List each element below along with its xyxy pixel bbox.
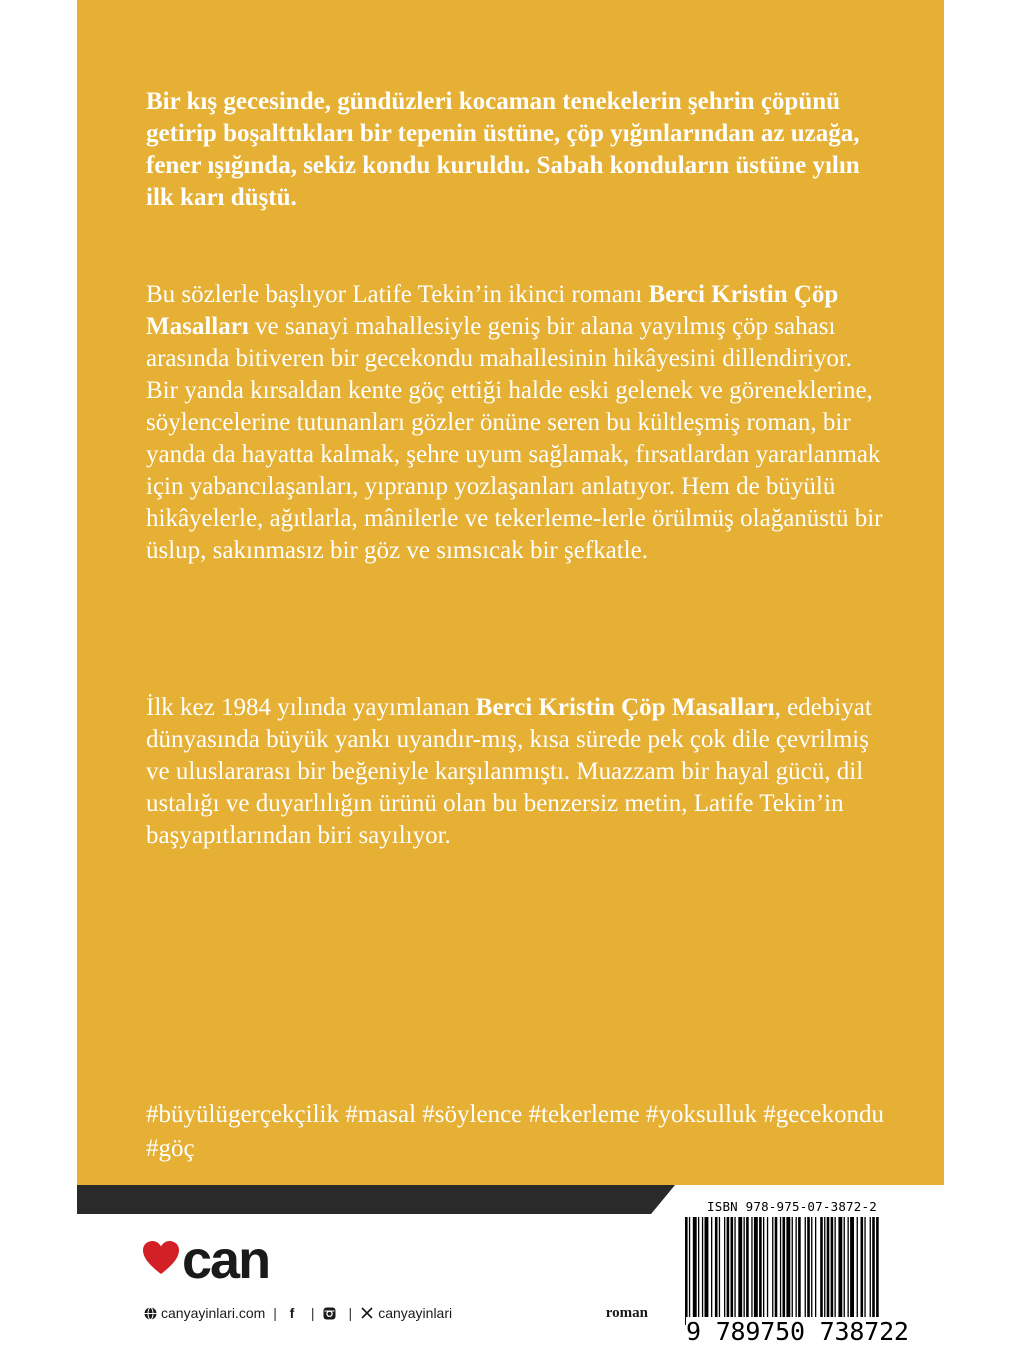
blurb-p2-post: ve sanayi mahallesiyle geniş bir alana yayılmış çöp sahası arasında bitiveren bir gecekondu mahallesinin hikâyesini dillendiriyor. Bir yanda kırsaldan kente göç ettiği halde eski gelenek ve göreneklerine, söylencelerine tutunanları gözler önüne seren bu kültleşmiş roman, bir yanda da hayatta kalmak, şehre uyum sağlamak, fırsatlardan yararlanmak için yabancılaşanları, yıpranıp yozlaşanları anlatıyor. Hem de büyülü hikâyelerle, ağıtlarla, mânilerle ve tekerleme-lerle örülmüş olağanüstü bir üslup, sakınmasız bir göz ve sımsıcak bir şefkatle.	[146, 313, 883, 564]
book-title: Berci Kristin Çöp Masalları	[475, 694, 775, 721]
publisher-logo	[142, 1230, 270, 1290]
blurb-paragraph-3	[146, 692, 886, 852]
blurb-p3-post: , edebiyat dünyasında büyük yankı uyandır-mış, kısa sürede pek çok dile çevrilmiş ve uluslararası bir beğeniyle karşılanmıştı. Muazzam bir hayal gücü, dil ustalığı ve duyarlılığın ürünü olan bu benzersiz metin, Latife Tekin’in başyapıtlarından biri sayılıyor.	[146, 694, 872, 849]
divider: |	[310, 1305, 315, 1321]
barcode-digits: 9 789750 738722	[686, 1317, 909, 1346]
logo-text: can	[182, 1230, 270, 1290]
facebook-icon[interactable]: f	[289, 1305, 295, 1321]
blurb-p2-pre: Bu sözlerle başlıyor Latife Tekin’in ikinci romanı	[146, 281, 649, 308]
blurb-intro: Bir kış gecesinde, gündüzleri kocaman tenekelerin şehrin çöpünü getirip boşalttıkları bir tepenin üstüne, çöp yığınlarından az uzağa, fener ışığında, sekiz kondu kuruldu. Sabah konduların üstüne yılın ilk karı düştü.	[146, 88, 860, 211]
blurb-paragraph-2	[146, 279, 886, 567]
globe-icon	[143, 1306, 157, 1320]
publisher-footer	[143, 1303, 648, 1323]
divider: |	[273, 1305, 277, 1321]
book-title: Berci Kristin Çöp Masalları	[146, 281, 839, 340]
social-handle[interactable]: canyayinlari	[378, 1305, 453, 1321]
hashtags: #büyülügerçekçilik #masal #söylence #tekerleme #yoksulluk #gecekondu #göç	[146, 1101, 884, 1162]
website-link[interactable]: canyayinlari.com	[161, 1305, 266, 1321]
barcode	[683, 1217, 879, 1325]
isbn-label: ISBN 978-975-07-3872-2	[707, 1199, 877, 1214]
heart-icon	[142, 1240, 180, 1280]
instagram-icon[interactable]	[323, 1306, 337, 1320]
footer-band	[77, 1185, 675, 1214]
x-icon[interactable]	[360, 1306, 374, 1320]
blurb-p3-pre: İlk kez 1984 yılında yayımlanan	[146, 694, 476, 721]
genre-label: roman	[605, 1304, 648, 1321]
divider: |	[348, 1305, 353, 1321]
